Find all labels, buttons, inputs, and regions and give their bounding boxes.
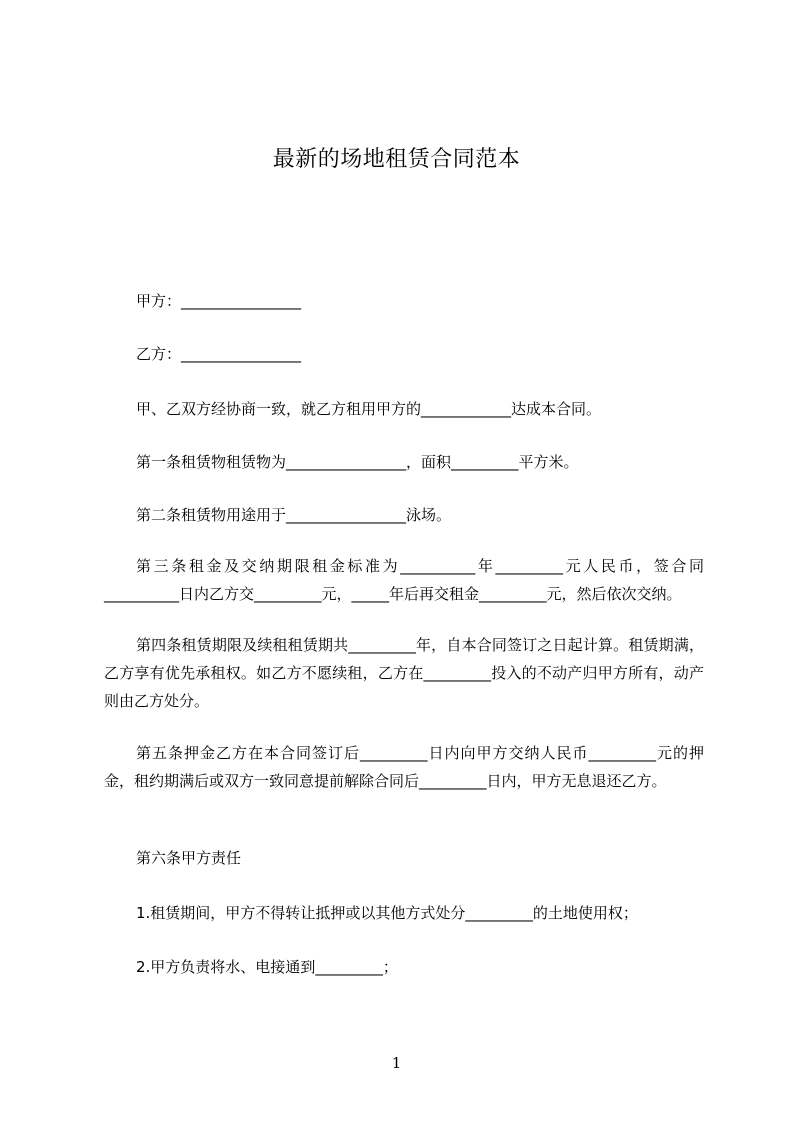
article-1: 第一条租赁物租赁物为________________，面积_________平方米。	[136, 453, 579, 471]
intro-paragraph: 甲、乙双方经协商一致，就乙方租用甲方的____________达成本合同。	[136, 400, 602, 418]
article-6-heading: 第六条甲方责任	[136, 849, 242, 867]
party-b-line: 乙方：________________	[136, 345, 302, 363]
article-6-item-1: 1.租赁期间，甲方不得转让抵押或以其他方式处分_________的土地使用权；	[136, 904, 638, 922]
article-3: 第三条租金及交纳期限租金标准为__________年_________元人民币，签合同__________日内乙方交_________元，_____年后再交租金_________元，然后依次交纳。	[104, 557, 704, 603]
document-title: 最新的场地租赁合同范本	[272, 147, 521, 172]
article-4: 第四条租赁期限及续租租赁期共_________年，自本合同签订之日起计算。租赁期满，乙方享有优先承租权。如乙方不愿续租，乙方在_________投入的不动产归甲方所有，动产则由乙方处分。	[104, 636, 704, 710]
article-6-item-2: 2.甲方负责将水、电接通到_________；	[136, 958, 398, 976]
party-a-line: 甲方：________________	[136, 292, 302, 310]
article-5: 第五条押金乙方在本合同签订后_________日内向甲方交纳人民币_________元的押金，租约期满后或双方一致同意提前解除合同后_________日内，甲方无息退还乙方。	[104, 744, 704, 790]
article-2: 第二条租赁物用途用于________________泳场。	[136, 506, 452, 524]
page-number: 1	[391, 1054, 402, 1072]
